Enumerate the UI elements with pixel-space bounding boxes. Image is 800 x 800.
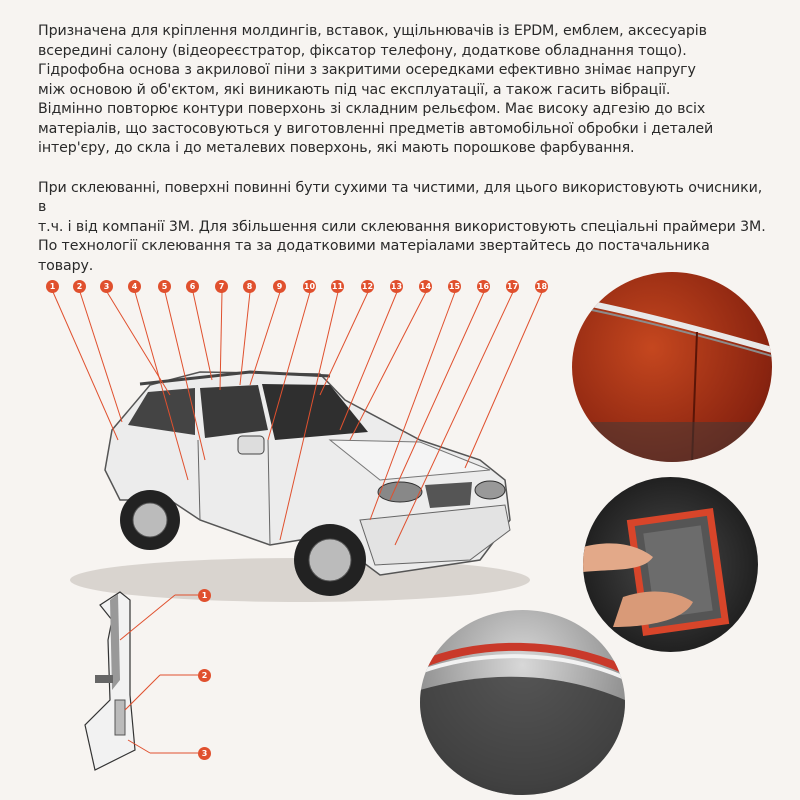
callout-15: 15 [448,282,461,291]
callout-5: 5 [158,280,171,293]
paragraph-2: При склеюванні, поверхні повинні бути сухими та чистими, для цього використовують очисники, в т.ч. і від компанії 3M. Для збільшення сили склеювання використовують спеціальні праймери 3M. По технології склеювання та за додатковими матеріалами звертайтесь до постачальника товару. [38,179,766,274]
door-callout-2: 2 [198,669,211,682]
callout-8: 8 [243,280,256,293]
callout-3: 3 [100,280,113,293]
molding-strip-graphic [572,272,772,462]
callout-6: 6 [186,280,199,293]
callout-16: 16 [477,282,490,291]
photo-seal-application [583,477,758,652]
callout-1: 1 [46,280,59,293]
callout-18: 18 [535,282,548,291]
callout-7: 7 [215,280,228,293]
photo-tape-detail [420,610,625,795]
photo-molding [572,272,772,462]
door-callout-1: 1 [198,589,211,602]
paragraph-1: Призначена для кріплення молдингів, вставок, ущільнювачів із EPDM, емблем, аксесуарів всередині салону (відеореєстратор, фіксатор телефону, додаткове обладнання тощо). Гідрофобна основа з акрилової піни з закритими осередками ефективно знімає напругу між основою й об'єктом, які виникають під час експлуатації, а також гасить вібрації. Відмінно повторює контури поверхонь зі складним рельєфом. Має високу адгезію до всіх матеріалів, що застосовуються у виготовленні предметів автомобільної обробки і деталей інтер'єру, до скла і до металевих поверхонь, які мають порошкове фарбування. [38,23,714,156]
callout-9: 9 [273,280,286,293]
door-callout-3: 3 [198,747,211,760]
callout-13: 13 [390,282,403,291]
tape-graphic [420,610,625,795]
callout-14: 14 [419,282,432,291]
callout-12: 12 [361,282,374,291]
callout-17: 17 [506,282,519,291]
callout-11: 11 [331,282,344,291]
seal-graphic [583,477,758,652]
callout-2: 2 [73,280,86,293]
callout-4: 4 [128,280,141,293]
callout-10: 10 [303,282,316,291]
